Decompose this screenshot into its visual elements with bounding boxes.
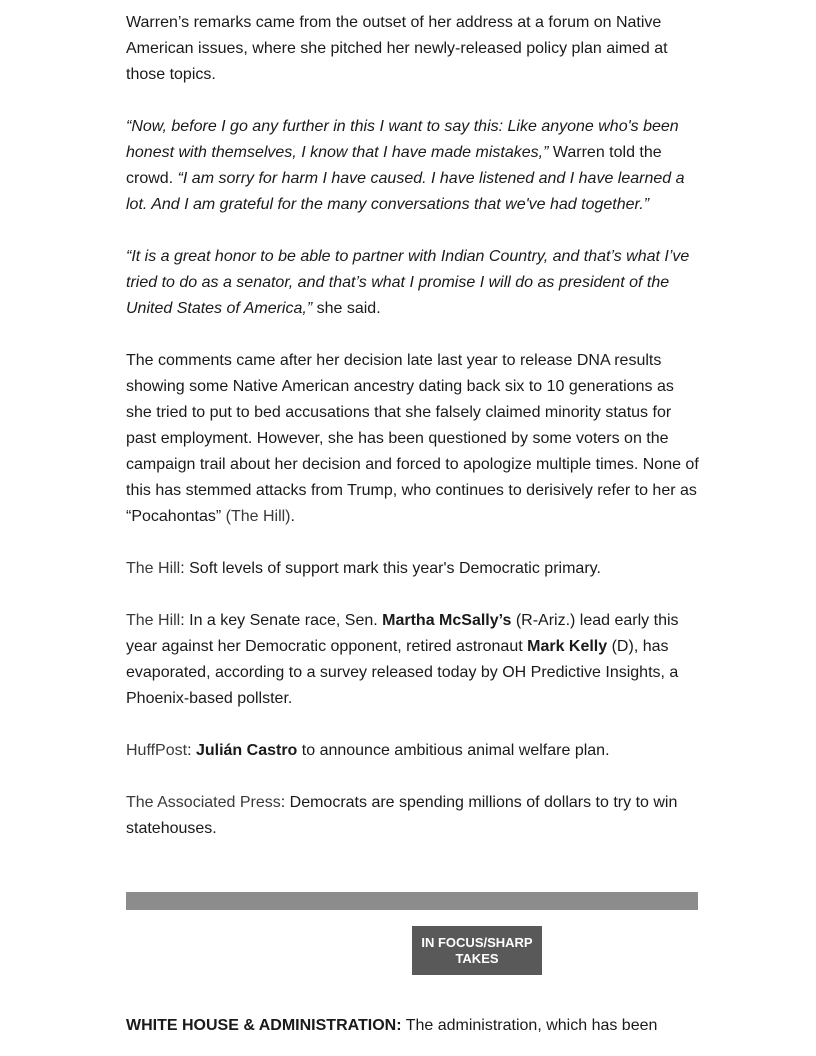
name-kelly: Mark Kelly xyxy=(527,638,608,655)
paragraph-castro xyxy=(126,738,702,764)
section-badge-label: IN FOCUS/SHARP TAKES xyxy=(421,934,533,966)
article-body xyxy=(126,10,702,842)
paragraph-warren-remarks: Warren’s remarks came from the outset of her address at a forum on Native American issues, where she pitched her newly-released policy plan aimed at those topics. xyxy=(126,14,668,83)
source-link-associated-press[interactable]: The Associated Press xyxy=(126,794,281,811)
dna-text: The comments came after her decision late last year to release DNA results showing some Native American ancestry dating back six to 10 generations as she tried to put to bed accusations that she falsely claimed minority status for past employment. However, she has been questioned by some voters on the campaign trail about her decision and forced to apologize multiple times. None of this has stemmed attacks from Trump, who continues to derisively refer to her as “Pocahontas” xyxy=(126,352,699,525)
source-link-the-hill[interactable]: (The Hill) xyxy=(225,508,291,525)
paragraph-warren-quote xyxy=(126,114,702,218)
senate-text-2: (R-Ariz.) lead early this year against her Democratic opponent, retired astronaut xyxy=(126,612,679,655)
paragraph-soft-support xyxy=(126,556,702,582)
quote-attribution: Warren told the crowd. xyxy=(126,144,662,187)
white-house-text: The administration, which has been xyxy=(401,1017,658,1034)
statehouses-text: : Democrats are spending millions of dollars to try to win statehouses. xyxy=(126,794,678,837)
paragraph-statehouses xyxy=(126,790,702,842)
section-divider xyxy=(126,892,698,910)
castro-text-2: to announce ambitious animal welfare plan. xyxy=(297,742,610,759)
senate-text-1: : In a key Senate race, Sen. xyxy=(180,612,383,629)
senate-text-3: (D), has evaporated, according to a survey released today by OH Predictive Insights, a Phoenix-based pollster. xyxy=(126,638,679,707)
paragraph-senate-race xyxy=(126,608,702,712)
name-castro: Julián Castro xyxy=(195,742,298,759)
source-link-the-hill[interactable]: The Hill xyxy=(126,560,181,577)
paragraph-honor-quote xyxy=(126,244,702,322)
paragraph-white-house xyxy=(126,1013,702,1039)
source-link-huffpost[interactable]: HuffPost xyxy=(126,742,188,759)
castro-text-1: : xyxy=(187,742,196,759)
source-link-the-hill[interactable]: The Hill xyxy=(126,612,181,629)
dna-end: . xyxy=(290,508,295,525)
quote-honor: “It is a great honor to be able to partner with Indian Country, and that’s what I’ve tried to do as a senator, and that’s what I promise I will do as president of the United States of America,” xyxy=(126,248,690,317)
quote-sorry: “I am sorry for harm I have caused. I have listened and I have learned a lot. And I am grateful for the many conversations that we've had together.” xyxy=(126,170,685,213)
name-mcsally: Martha McSally’s xyxy=(382,612,512,629)
quote-mistakes: “Now, before I go any further in this I want to say this: Like anyone who's been honest with themselves, I know that I have made mistakes,” xyxy=(126,118,679,161)
quote-tail: she said. xyxy=(312,300,381,317)
soft-support-text: : Soft levels of support mark this year's Democratic primary. xyxy=(180,560,601,577)
section-badge-in-focus xyxy=(412,926,542,975)
section-heading-white-house: WHITE HOUSE & ADMINISTRATION: xyxy=(126,1017,402,1034)
paragraph-dna-results xyxy=(126,348,702,530)
